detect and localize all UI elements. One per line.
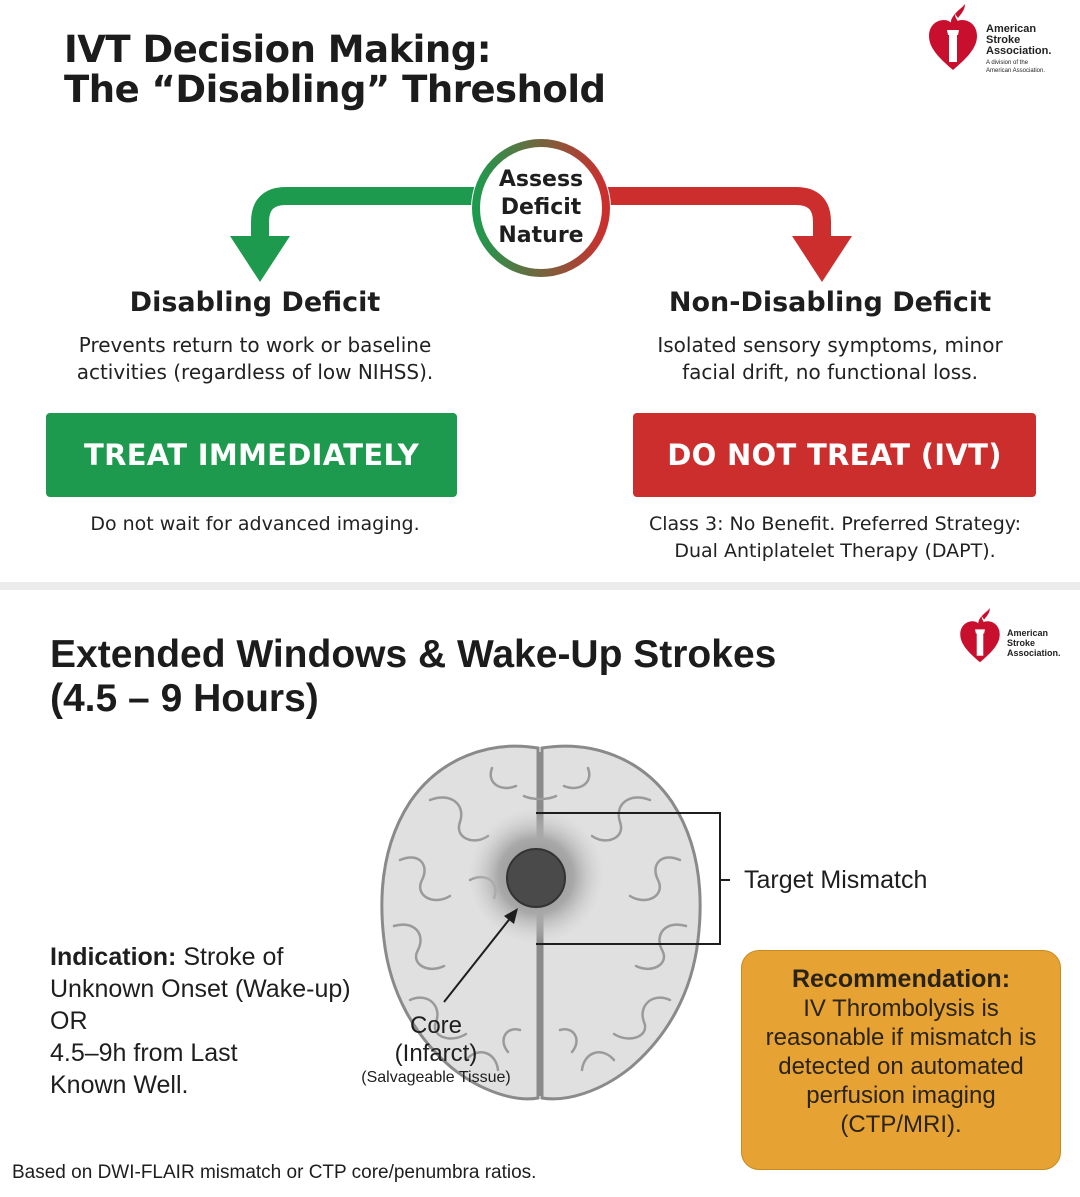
disabling-desc-line-2: activities (regardless of low NIHSS). — [76, 360, 434, 384]
logo-line-1: American — [986, 23, 1037, 35]
logo-bottom-line-2: Stroke — [1007, 638, 1036, 648]
do-not-treat-button[interactable]: DO NOT TREAT (IVT) — [633, 413, 1036, 497]
non-disabling-desc-line-2: facial drift, no functional loss. — [682, 360, 978, 384]
core-line-1: Core — [409, 1012, 463, 1039]
recommendation-box — [741, 950, 1061, 1170]
core-sub-label: (Salvageable Tissue) — [361, 1069, 511, 1086]
logo-sub-2: American Association. — [986, 68, 1046, 74]
logo-bottom-line-1: American — [1007, 628, 1049, 638]
disabling-desc-line-1: Prevents return to work or baseline — [78, 333, 432, 357]
non-disabling-note-line-2: Dual Antiplatelet Therapy (DAPT). — [674, 540, 996, 562]
indication-line-4: 4.5–9h from Last — [50, 1039, 238, 1067]
reco-line-2: reasonable if mismatch is — [765, 1024, 1037, 1051]
treat-immediately-button[interactable]: TREAT IMMEDIATELY — [46, 413, 457, 497]
extended-title-line-2: (4.5 – 9 Hours) — [50, 677, 319, 720]
assess-line-3: Nature — [498, 223, 584, 248]
decision-panel — [0, 0, 1080, 582]
recommendation-title: Recommendation: — [791, 965, 1011, 993]
indication-line-1 — [50, 941, 351, 973]
reco-line-1: IV Thrombolysis is — [803, 995, 999, 1022]
title-line-2: The “Disabling” Threshold — [64, 68, 606, 111]
core-line-2: (Infarct) — [394, 1040, 478, 1067]
assess-node — [471, 138, 611, 278]
heart-torch-logo-icon — [957, 606, 1003, 666]
extended-window-title — [50, 633, 776, 721]
recommendation-text — [742, 994, 1060, 1139]
assess-line-1: Assess — [498, 167, 584, 192]
logo-bottom-line-3: Association. — [1007, 648, 1061, 658]
disabling-note — [40, 511, 470, 538]
non-disabling-deficit-desc — [610, 332, 1050, 386]
disabling-deficit-desc — [40, 332, 470, 386]
logo-line-2: Stroke — [986, 34, 1021, 46]
non-disabling-desc-line-1: Isolated sensory symptoms, minor — [657, 333, 1003, 357]
target-mismatch-label: Target Mismatch — [744, 866, 928, 894]
infarct-core — [507, 849, 565, 907]
logo-sub-1: A division of the — [986, 60, 1029, 66]
red-arrow-down-icon — [606, 196, 852, 282]
core-label — [380, 1012, 492, 1068]
green-arrow-down-icon — [230, 196, 474, 282]
indication-line-2: Unknown Onset (Wake-up) — [50, 975, 351, 1003]
footnote: Based on DWI-FLAIR mismatch or CTP core/penumbra ratios. — [12, 1162, 537, 1183]
title-line-1: IVT Decision Making: — [64, 28, 491, 71]
reco-line-3: detected on automated — [778, 1053, 1024, 1080]
disabling-deficit-title: Disabling Deficit — [129, 287, 381, 318]
extended-title-line-1: Extended Windows & Wake-Up Strokes — [50, 633, 777, 676]
assess-label — [498, 166, 583, 250]
logo-wordmark-bottom — [1007, 628, 1061, 658]
assess-line-2: Deficit — [500, 195, 582, 220]
non-disabling-note — [610, 511, 1060, 565]
indication-line-1-rest: Stroke of — [176, 943, 284, 971]
disabling-note-line-1: Do not wait for advanced imaging. — [90, 513, 420, 535]
non-disabling-deficit-title: Non-Disabling Deficit — [668, 287, 992, 318]
logo-line-3: Association. — [986, 45, 1052, 57]
reco-line-5: (CTP/MRI). — [840, 1111, 962, 1138]
non-disabling-note-line-1: Class 3: No Benefit. Preferred Strategy: — [648, 513, 1022, 535]
indication-text — [50, 941, 351, 1101]
indication-line-5: Known Well. — [50, 1071, 189, 1099]
indication-label: Indication: — [50, 943, 177, 971]
indication-line-3: OR — [50, 1007, 88, 1035]
reco-line-4: perfusion imaging — [806, 1082, 996, 1109]
